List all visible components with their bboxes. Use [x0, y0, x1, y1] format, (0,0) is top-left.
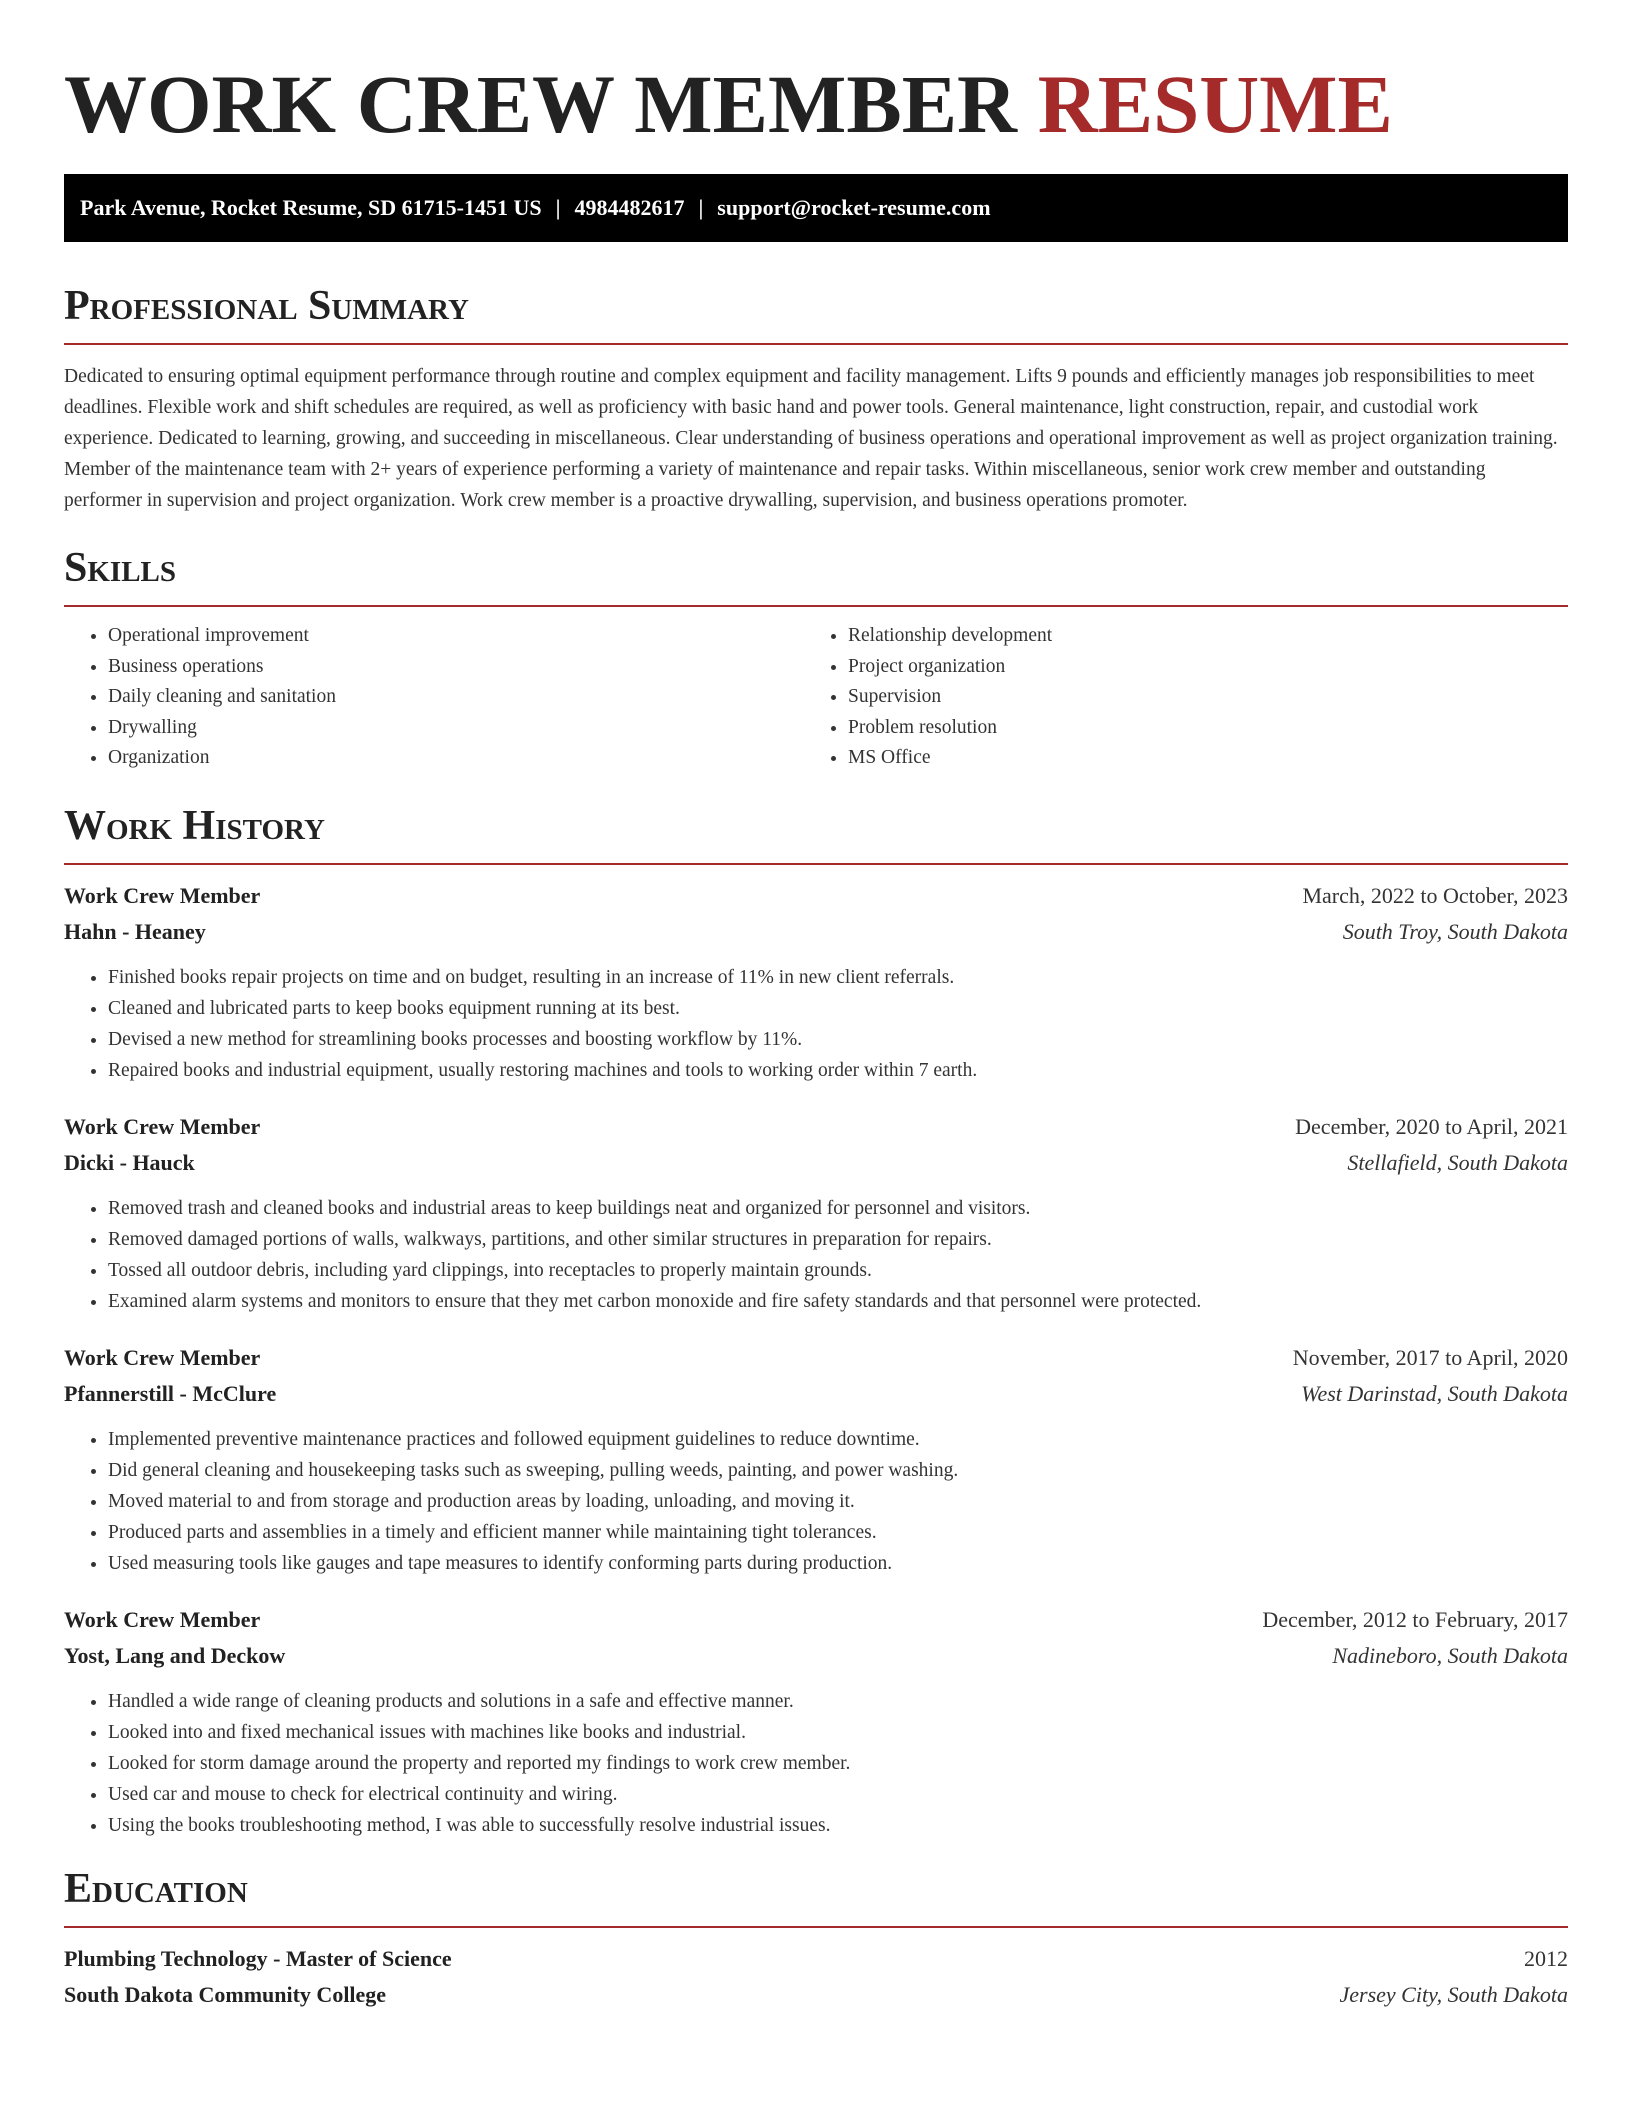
- job-bullet: • Removed trash and cleaned books and industrial areas to keep buildings neat and organized for personnel and visitors.: [108, 1193, 1568, 1224]
- job-subheader: [64, 1376, 1568, 1412]
- job-bullet: • Tossed all outdoor debris, including yard clippings, into receptacles to properly maintain grounds.: [108, 1255, 1568, 1286]
- skill-item: • Problem resolution: [848, 713, 1544, 744]
- education-location: Jersey City, South Dakota: [1339, 1981, 1568, 2007]
- resume-title: [64, 0, 1568, 150]
- summary-text: Dedicated to ensuring optimal equipment performance through routine and complex equipment and facility management. Lifts 9 pounds and efficiently manages job responsibilities to meet deadlines. Flexible work and shift schedules are required, as well as proficiency with basic hand and power tools. General maintenance, light construction, repair, and custodial work experience. Dedicated to learning, growing, and succeeding in miscellaneous. Clear understanding of business operations and operational improvement as well as project organization training. Member of the maintenance team with 2+ years of experience performing a variety of maintenance and repair tasks. Within miscellaneous, senior work crew member and outstanding performer in supervision and project organization. Work crew member is a proactive drywalling, supervision, and business operations promoter.: [64, 366, 1558, 511]
- job-location: West Darinstad, South Dakota: [1301, 1380, 1568, 1406]
- job-subheader: [64, 914, 1568, 950]
- job-entry: [64, 878, 1568, 1086]
- job-dates: December, 2020 to April, 2021: [1295, 1113, 1568, 1139]
- job-bullet: • Did general cleaning and housekeeping tasks such as sweeping, pulling weeds, painting, and power washing.: [108, 1455, 1568, 1486]
- job-entry: [64, 1602, 1568, 1841]
- job-dates: November, 2017 to April, 2020: [1292, 1344, 1568, 1370]
- contact-bar: [64, 174, 1568, 242]
- education-header: [64, 1941, 1568, 1977]
- skills-column-right: [804, 621, 1544, 774]
- contact-separator: |: [555, 195, 561, 220]
- job-bullet: • Used car and mouse to check for electrical continuity and wiring.: [108, 1779, 1568, 1810]
- contact-address: Park Avenue, Rocket Resume, SD 61715-1451 US: [80, 195, 542, 220]
- contact-separator: |: [698, 195, 704, 220]
- job-subheader: [64, 1638, 1568, 1674]
- job-bullet: • Produced parts and assemblies in a timely and efficient manner while maintaining tight tolerances.: [108, 1517, 1568, 1548]
- section-divider: [64, 343, 1568, 345]
- skills-column-left: [64, 621, 804, 774]
- job-bullet: • Used measuring tools like gauges and tape measures to identify conforming parts during production.: [108, 1548, 1568, 1579]
- skill-item: • Daily cleaning and sanitation: [108, 682, 804, 713]
- work-history-heading: Work History: [64, 802, 325, 849]
- job-company: Yost, Lang and Deckow: [64, 1642, 286, 1668]
- skills-list: [64, 621, 1568, 774]
- section-divider: [64, 1926, 1568, 1928]
- job-header: [64, 1340, 1568, 1376]
- skill-item: • Project organization: [848, 652, 1544, 683]
- job-bullet: • Repaired books and industrial equipment, usually restoring machines and tools to working order within 7 earth.: [108, 1055, 1568, 1086]
- job-bullet: • Devised a new method for streamlining books processes and boosting workflow by 11%.: [108, 1024, 1568, 1055]
- section-divider: [64, 605, 1568, 607]
- job-dates: December, 2012 to February, 2017: [1262, 1606, 1568, 1632]
- job-location: South Troy, South Dakota: [1342, 918, 1568, 944]
- education-year: 2012: [1524, 1945, 1568, 1971]
- job-header: [64, 878, 1568, 914]
- job-title: Work Crew Member: [64, 1606, 261, 1632]
- job-entry: [64, 1109, 1568, 1317]
- job-dates: March, 2022 to October, 2023: [1302, 882, 1568, 908]
- skill-item: • Drywalling: [108, 713, 804, 744]
- job-bullet: • Removed damaged portions of walls, walkways, partitions, and other similar structures in preparation for repairs.: [108, 1224, 1568, 1255]
- job-header: [64, 1602, 1568, 1638]
- job-header: [64, 1109, 1568, 1145]
- job-location: Nadineboro, South Dakota: [1332, 1642, 1568, 1668]
- job-bullet: • Finished books repair projects on time and on budget, resulting in an increase of 11% in new client referrals.: [108, 962, 1568, 993]
- job-bullet: • Using the books troubleshooting method, I was able to successfully resolve industrial issues.: [108, 1810, 1568, 1841]
- job-subheader: [64, 1145, 1568, 1181]
- job-bullets: [64, 1424, 1568, 1579]
- contact-email: support@rocket-resume.com: [717, 195, 991, 220]
- job-bullet: • Implemented preventive maintenance practices and followed equipment guidelines to reduce downtime.: [108, 1424, 1568, 1455]
- job-bullet: • Moved material to and from storage and production areas by loading, unloading, and moving it.: [108, 1486, 1568, 1517]
- title-accent: RESUME: [1037, 58, 1393, 150]
- job-title: Work Crew Member: [64, 1113, 261, 1139]
- job-bullets: [64, 1193, 1568, 1317]
- job-entry: [64, 1340, 1568, 1579]
- job-bullet: • Handled a wide range of cleaning products and solutions in a safe and effective manner.: [108, 1686, 1568, 1717]
- education-degree: Plumbing Technology - Master of Science: [64, 1945, 452, 1971]
- skills-heading: Skills: [64, 545, 177, 591]
- job-title: Work Crew Member: [64, 1344, 261, 1370]
- skill-item: • Relationship development: [848, 621, 1544, 652]
- summary-heading: Professional Summary: [64, 283, 469, 329]
- education-heading: Education: [64, 1865, 248, 1912]
- job-company: Hahn - Heaney: [64, 918, 206, 944]
- education-school: South Dakota Community College: [64, 1981, 387, 2007]
- job-bullet: • Looked into and fixed mechanical issues with machines like books and industrial.: [108, 1717, 1568, 1748]
- section-divider: [64, 863, 1568, 865]
- skill-item: • Operational improvement: [108, 621, 804, 652]
- skill-item: • Business operations: [108, 652, 804, 683]
- skill-item: • MS Office: [848, 743, 1544, 774]
- job-company: Pfannerstill - McClure: [64, 1380, 277, 1406]
- job-location: Stellafield, South Dakota: [1347, 1149, 1568, 1175]
- education-subheader: [64, 1977, 1568, 2013]
- job-bullets: [64, 1686, 1568, 1841]
- job-bullet: • Cleaned and lubricated parts to keep books equipment running at its best.: [108, 993, 1568, 1024]
- contact-phone: 4984482617: [574, 195, 685, 220]
- job-bullets: [64, 962, 1568, 1086]
- skill-item: • Organization: [108, 743, 804, 774]
- job-title: Work Crew Member: [64, 882, 261, 908]
- title-main: WORK CREW MEMBER: [64, 58, 1018, 150]
- job-company: Dicki - Hauck: [64, 1149, 195, 1175]
- education-entry: [64, 1941, 1568, 2013]
- job-bullet: • Examined alarm systems and monitors to ensure that they met carbon monoxide and fire safety standards and that personnel were protected.: [108, 1286, 1568, 1317]
- skill-item: • Supervision: [848, 682, 1544, 713]
- job-bullet: • Looked for storm damage around the property and reported my findings to work crew member.: [108, 1748, 1568, 1779]
